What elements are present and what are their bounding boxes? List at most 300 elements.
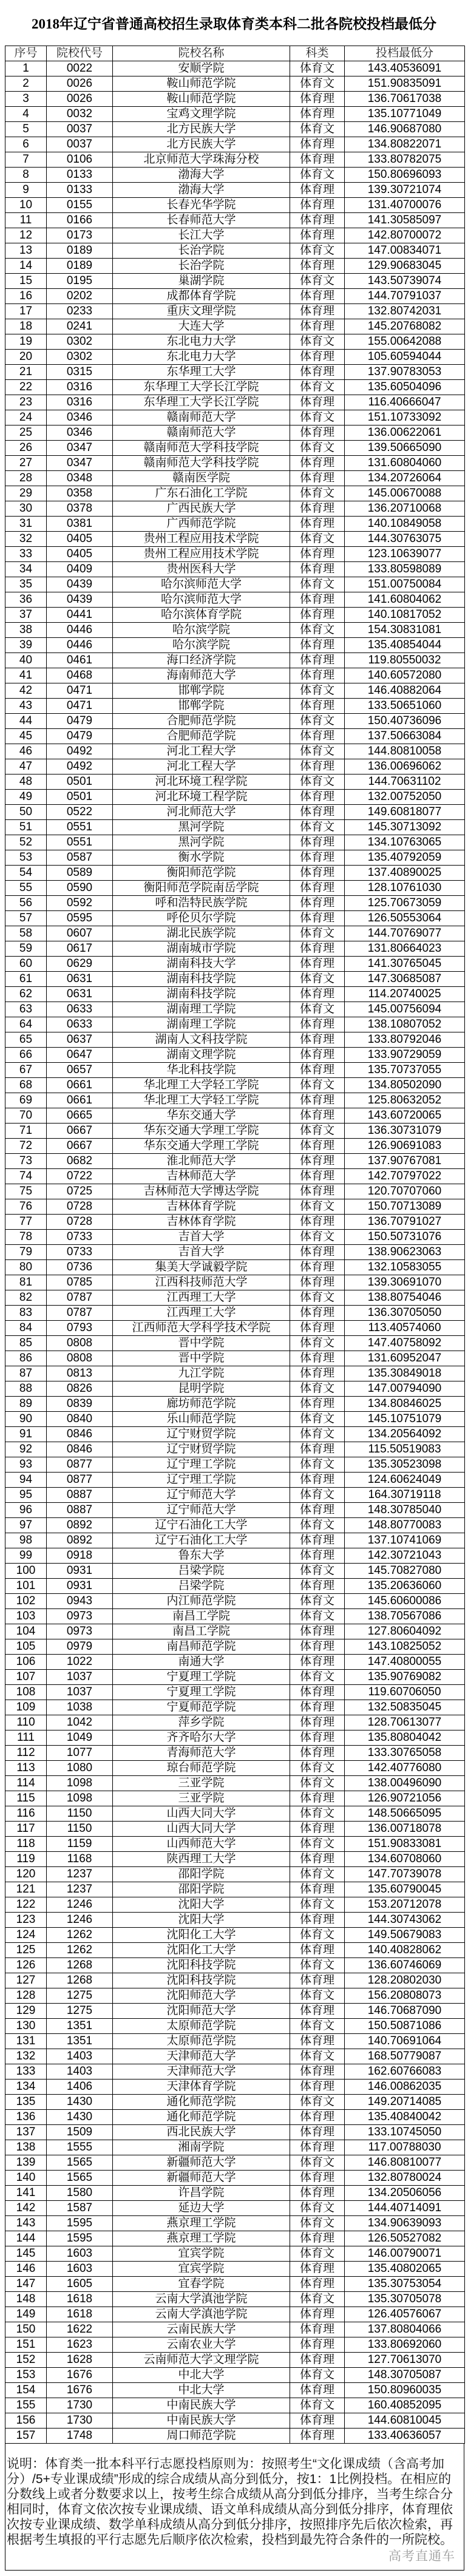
- cell-school-name: 天津师范大学: [113, 2064, 290, 2079]
- cell-code: 1603: [47, 2246, 113, 2262]
- cell-school-name: 海口经济学院: [113, 653, 290, 668]
- cell-category: 体育理: [290, 1700, 345, 1715]
- cell-seq: 25: [5, 425, 47, 441]
- cell-code: 0813: [47, 1366, 113, 1381]
- cell-min-score: 136.00718078: [345, 1822, 465, 1837]
- cell-seq: 6: [5, 137, 47, 152]
- cell-code: 0133: [47, 168, 113, 183]
- cell-school-name: 邵阳学院: [113, 1867, 290, 1882]
- cell-seq: 86: [5, 1351, 47, 1366]
- cell-min-score: 135.40802065: [345, 2262, 465, 2277]
- cell-seq: 34: [5, 562, 47, 577]
- cell-min-score: 150.50871086: [345, 2019, 465, 2034]
- table-row: [5, 911, 465, 926]
- cell-category: 体育文: [290, 76, 345, 92]
- cell-school-name: 东华理工大学长江学院: [113, 380, 290, 395]
- cell-seq: 148: [5, 2292, 47, 2307]
- cell-category: 体育理: [290, 1822, 345, 1837]
- cell-school-name: 华北理工大学轻工学院: [113, 1093, 290, 1108]
- cell-seq: 130: [5, 2019, 47, 2034]
- cell-seq: 72: [5, 1139, 47, 1154]
- cell-seq: 53: [5, 850, 47, 866]
- cell-seq: 98: [5, 1533, 47, 1548]
- table-row: [5, 441, 465, 456]
- cell-seq: 118: [5, 1837, 47, 1852]
- cell-code: 0316: [47, 380, 113, 395]
- cell-school-name: 广西师范学院: [113, 517, 290, 532]
- cell-category: 体育理: [290, 2307, 345, 2322]
- cell-school-name: 云南民族大学: [113, 2322, 290, 2337]
- cell-seq: 5: [5, 122, 47, 137]
- cell-school-name: 河北工程大学: [113, 759, 290, 774]
- cell-code: 1077: [47, 1746, 113, 1761]
- cell-category: 体育文: [290, 1412, 345, 1427]
- cell-min-score: 137.50663084: [345, 729, 465, 744]
- cell-seq: 132: [5, 2049, 47, 2064]
- cell-min-score: 147.00794090: [345, 1381, 465, 1397]
- cell-code: 0479: [47, 714, 113, 729]
- table-row: [5, 1306, 465, 1321]
- cell-school-name: 沈阳化工大学: [113, 1943, 290, 1958]
- cell-category: 体育文: [290, 441, 345, 456]
- cell-seq: 112: [5, 1746, 47, 1761]
- cell-school-name: 宜宾学院: [113, 2262, 290, 2277]
- cell-category: 体育理: [290, 137, 345, 152]
- cell-code: 0793: [47, 1321, 113, 1336]
- cell-code: 0522: [47, 805, 113, 820]
- cell-school-name: 宜宾学院: [113, 2246, 290, 2262]
- cell-min-score: 134.20564092: [345, 1427, 465, 1442]
- table-row: [5, 1351, 465, 1366]
- cell-school-name: 云南农业大学: [113, 2337, 290, 2353]
- table-row: [5, 1290, 465, 1306]
- cell-seq: 36: [5, 592, 47, 608]
- cell-code: 1623: [47, 2337, 113, 2353]
- table-row: [5, 2171, 465, 2186]
- cell-category: 体育理: [290, 2125, 345, 2140]
- cell-category: 体育文: [290, 334, 345, 350]
- cell-seq: 40: [5, 653, 47, 668]
- cell-school-name: 邯郸学院: [113, 699, 290, 714]
- cell-category: 体育理: [290, 668, 345, 683]
- cell-min-score: 116.40666047: [345, 395, 465, 410]
- table-row: [5, 517, 465, 532]
- cell-category: 体育理: [290, 1048, 345, 1063]
- note-box: [5, 2443, 464, 2571]
- cell-code: 0973: [47, 1624, 113, 1639]
- cell-min-score: 148.30785040: [345, 1503, 465, 1518]
- cell-school-name: 湘南学院: [113, 2140, 290, 2155]
- cell-seq: 41: [5, 668, 47, 683]
- cell-category: 体育文: [290, 577, 345, 592]
- cell-code: 0446: [47, 623, 113, 638]
- cell-category: 体育文: [290, 1518, 345, 1533]
- cell-category: 体育理: [290, 1154, 345, 1169]
- cell-min-score: 134.20506056: [345, 2186, 465, 2201]
- cell-min-score: 105.60594044: [345, 350, 465, 365]
- table-row: [5, 1685, 465, 1700]
- cell-seq: 66: [5, 1048, 47, 1063]
- cell-min-score: 138.80754046: [345, 1290, 465, 1306]
- table-row: [5, 350, 465, 365]
- cell-code: 1098: [47, 1776, 113, 1791]
- table-row: [5, 1867, 465, 1882]
- cell-min-score: 151.10733092: [345, 410, 465, 425]
- table-row: [5, 1093, 465, 1108]
- cell-category: 体育理: [290, 1306, 345, 1321]
- table-row: [5, 2095, 465, 2110]
- table-row: [5, 2292, 465, 2307]
- cell-seq: 30: [5, 501, 47, 517]
- cell-min-score: 150.80960035: [345, 2383, 465, 2398]
- cell-category: 体育理: [290, 259, 345, 274]
- cell-seq: 70: [5, 1108, 47, 1124]
- cell-code: 0133: [47, 183, 113, 198]
- cell-school-name: 沈阳师范大学: [113, 2004, 290, 2019]
- cell-seq: 56: [5, 896, 47, 911]
- cell-category: 体育文: [290, 122, 345, 137]
- cell-seq: 94: [5, 1473, 47, 1488]
- cell-seq: 74: [5, 1169, 47, 1184]
- cell-min-score: 142.70797022: [345, 1169, 465, 1184]
- cell-seq: 54: [5, 866, 47, 881]
- cell-category: 体育理: [290, 2110, 345, 2125]
- table-row: [5, 638, 465, 653]
- cell-code: 0633: [47, 1017, 113, 1032]
- cell-school-name: 南通大学: [113, 1655, 290, 1670]
- cell-min-score: 135.30849018: [345, 1366, 465, 1381]
- cell-min-score: 160.40852095: [345, 2398, 465, 2413]
- table-row: [5, 2155, 465, 2171]
- cell-school-name: 三亚学院: [113, 1791, 290, 1806]
- cell-school-name: 衡阳师范学院: [113, 866, 290, 881]
- cell-min-score: 134.80822071: [345, 137, 465, 152]
- cell-category: 体育理: [290, 1032, 345, 1048]
- cell-category: 体育理: [290, 1730, 345, 1746]
- cell-category: 体育理: [290, 881, 345, 896]
- table-row: [5, 319, 465, 334]
- cell-min-score: 137.40890025: [345, 866, 465, 881]
- cell-seq: 93: [5, 1457, 47, 1473]
- cell-seq: 121: [5, 1882, 47, 1897]
- cell-seq: 129: [5, 2004, 47, 2019]
- cell-code: 1168: [47, 1852, 113, 1867]
- cell-school-name: 贵州工程应用技术学院: [113, 547, 290, 562]
- cell-seq: 100: [5, 1564, 47, 1579]
- cell-school-name: 吉林体育学院: [113, 1215, 290, 1230]
- cell-min-score: 126.90721056: [345, 1791, 465, 1806]
- cell-code: 1587: [47, 2201, 113, 2216]
- cell-code: 1237: [47, 1867, 113, 1882]
- table-row: [5, 2004, 465, 2019]
- cell-seq: 127: [5, 1973, 47, 1988]
- table-row: [5, 1230, 465, 1245]
- table-row: [5, 1275, 465, 1290]
- table-row: [5, 759, 465, 774]
- cell-school-name: 北方民族大学: [113, 137, 290, 152]
- cell-school-name: 宝鸡文理学院: [113, 107, 290, 122]
- cell-min-score: 150.40736096: [345, 714, 465, 729]
- cell-seq: 153: [5, 2368, 47, 2383]
- cell-school-name: 南昌工学院: [113, 1624, 290, 1639]
- cell-seq: 97: [5, 1518, 47, 1533]
- cell-code: 0346: [47, 410, 113, 425]
- cell-school-name: 沈阳师范大学: [113, 1988, 290, 2004]
- cell-min-score: 119.80550032: [345, 653, 465, 668]
- cell-min-score: 150.80696093: [345, 168, 465, 183]
- cell-code: 1042: [47, 1715, 113, 1730]
- cell-code: 1080: [47, 1761, 113, 1776]
- cell-category: 体育理: [290, 517, 345, 532]
- cell-min-score: 142.80700072: [345, 228, 465, 243]
- cell-school-name: 琼台师范学院: [113, 1761, 290, 1776]
- cell-seq: 108: [5, 1685, 47, 1700]
- cell-min-score: 140.10849058: [345, 517, 465, 532]
- table-row: [5, 1032, 465, 1048]
- cell-min-score: 131.60952047: [345, 1351, 465, 1366]
- cell-code: 0233: [47, 304, 113, 319]
- cell-seq: 76: [5, 1199, 47, 1215]
- cell-code: 0808: [47, 1336, 113, 1351]
- cell-category: 体育文: [290, 274, 345, 289]
- table-row: [5, 2368, 465, 2383]
- cell-seq: 45: [5, 729, 47, 744]
- cell-seq: 116: [5, 1806, 47, 1822]
- table-row: [5, 2201, 465, 2216]
- cell-school-name: 太原师范学院: [113, 2019, 290, 2034]
- table-row: [5, 547, 465, 562]
- cell-category: 体育理: [290, 957, 345, 972]
- table-row: [5, 1078, 465, 1093]
- admission-score-table: [5, 46, 465, 2444]
- cell-school-name: 成都体育学院: [113, 289, 290, 304]
- table-row: [5, 2216, 465, 2231]
- cell-min-score: 147.00834071: [345, 243, 465, 259]
- cell-seq: 139: [5, 2155, 47, 2171]
- cell-school-name: 河北环境工程学院: [113, 774, 290, 790]
- cell-category: 体育文: [290, 1336, 345, 1351]
- cell-code: 0590: [47, 881, 113, 896]
- cell-code: 1403: [47, 2049, 113, 2064]
- cell-school-name: 哈尔滨体育学院: [113, 608, 290, 623]
- cell-min-score: 146.80810077: [345, 2155, 465, 2171]
- cell-min-score: 135.30523098: [345, 1457, 465, 1473]
- cell-min-score: 126.50553064: [345, 911, 465, 926]
- cell-school-name: 青海师范大学: [113, 1746, 290, 1761]
- cell-min-score: 146.00790071: [345, 2246, 465, 2262]
- cell-category: 体育理: [290, 1882, 345, 1897]
- cell-category: 体育理: [290, 471, 345, 486]
- table-row: [5, 683, 465, 699]
- table-row: [5, 1761, 465, 1776]
- cell-min-score: 143.10825052: [345, 1639, 465, 1655]
- cell-code: 0439: [47, 577, 113, 592]
- cell-seq: 113: [5, 1761, 47, 1776]
- table-row: [5, 1108, 465, 1124]
- cell-category: 体育文: [290, 1670, 345, 1685]
- cell-category: 体育理: [290, 1791, 345, 1806]
- cell-school-name: 衡阳师范学院南岳学院: [113, 881, 290, 896]
- cell-school-name: 辽宁师范大学: [113, 1503, 290, 1518]
- table-row: [5, 623, 465, 638]
- cell-code: 0589: [47, 866, 113, 881]
- cell-code: 0931: [47, 1579, 113, 1594]
- table-row: [5, 972, 465, 987]
- cell-school-name: 延边大学: [113, 2201, 290, 2216]
- cell-seq: 31: [5, 517, 47, 532]
- cell-category: 体育理: [290, 1442, 345, 1457]
- cell-seq: 23: [5, 395, 47, 410]
- cell-seq: 149: [5, 2307, 47, 2322]
- cell-school-name: 廊坊师范学院: [113, 1397, 290, 1412]
- cell-category: 体育理: [290, 1473, 345, 1488]
- cell-seq: 22: [5, 380, 47, 395]
- cell-seq: 84: [5, 1321, 47, 1336]
- cell-min-score: 162.60766083: [345, 2064, 465, 2079]
- cell-category: 体育理: [290, 638, 345, 653]
- cell-seq: 18: [5, 319, 47, 334]
- cell-seq: 12: [5, 228, 47, 243]
- table-row: [5, 1457, 465, 1473]
- cell-category: 体育文: [290, 820, 345, 835]
- cell-school-name: 中南民族大学: [113, 2398, 290, 2413]
- cell-code: 0887: [47, 1503, 113, 1518]
- cell-seq: 152: [5, 2353, 47, 2368]
- cell-code: 0439: [47, 592, 113, 608]
- cell-code: 0787: [47, 1290, 113, 1306]
- table-row: [5, 1124, 465, 1139]
- cell-school-name: 云南师范大学文理学院: [113, 2353, 290, 2368]
- cell-min-score: 129.90683045: [345, 259, 465, 274]
- cell-code: 0931: [47, 1564, 113, 1579]
- cell-category: 体育理: [290, 1063, 345, 1078]
- cell-category: 体育理: [290, 107, 345, 122]
- cell-school-name: 沈阳科技学院: [113, 1958, 290, 1973]
- cell-category: 体育理: [290, 1685, 345, 1700]
- cell-code: 1098: [47, 1791, 113, 1806]
- cell-min-score: 143.60720065: [345, 1108, 465, 1124]
- cell-code: 0037: [47, 122, 113, 137]
- cell-seq: 62: [5, 987, 47, 1002]
- cell-seq: 13: [5, 243, 47, 259]
- cell-category: 体育理: [290, 547, 345, 562]
- cell-school-name: 辽宁理工学院: [113, 1457, 290, 1473]
- cell-seq: 47: [5, 759, 47, 774]
- cell-code: 0682: [47, 1154, 113, 1169]
- cell-min-score: 151.90833081: [345, 1837, 465, 1852]
- cell-min-score: 164.30719118: [345, 1488, 465, 1503]
- cell-school-name: 沈阳大学: [113, 1913, 290, 1928]
- cell-category: 体育理: [290, 729, 345, 744]
- cell-school-name: 赣南师范大学科技学院: [113, 441, 290, 456]
- cell-category: 体育理: [290, 1533, 345, 1548]
- cell-min-score: 123.10639077: [345, 547, 465, 562]
- cell-min-score: 114.20740025: [345, 987, 465, 1002]
- cell-min-score: 142.40776080: [345, 1761, 465, 1776]
- cell-min-score: 142.30721043: [345, 1548, 465, 1564]
- cell-school-name: 巢湖学院: [113, 274, 290, 289]
- cell-school-name: 湖南理工学院: [113, 1017, 290, 1032]
- cell-school-name: 湖南理工学院: [113, 1002, 290, 1017]
- cell-category: 体育文: [290, 1230, 345, 1245]
- cell-code: 0347: [47, 456, 113, 471]
- cell-seq: 38: [5, 623, 47, 638]
- table-row: [5, 2398, 465, 2413]
- cell-seq: 68: [5, 1078, 47, 1093]
- cell-seq: 10: [5, 198, 47, 213]
- cell-min-score: 146.40882064: [345, 683, 465, 699]
- cell-school-name: 长江大学: [113, 228, 290, 243]
- cell-code: 1262: [47, 1928, 113, 1943]
- cell-min-score: 135.20636060: [345, 1579, 465, 1594]
- cell-seq: 75: [5, 1184, 47, 1199]
- table-row: [5, 1988, 465, 2004]
- table-row: [5, 1427, 465, 1442]
- cell-category: 体育理: [290, 425, 345, 441]
- table-row: [5, 1913, 465, 1928]
- table-row: [5, 1806, 465, 1822]
- cell-category: 体育理: [290, 1655, 345, 1670]
- cell-school-name: 晋中学院: [113, 1336, 290, 1351]
- cell-min-score: 144.30743062: [345, 1913, 465, 1928]
- table-row: [5, 486, 465, 501]
- cell-code: 0973: [47, 1609, 113, 1624]
- cell-category: 体育理: [290, 2277, 345, 2292]
- cell-code: 1605: [47, 2277, 113, 2292]
- cell-seq: 134: [5, 2079, 47, 2095]
- cell-seq: 136: [5, 2110, 47, 2125]
- cell-category: 体育理: [290, 1093, 345, 1108]
- table-row: [5, 1442, 465, 1457]
- cell-seq: 124: [5, 1928, 47, 1943]
- cell-category: 体育理: [290, 1139, 345, 1154]
- cell-min-score: 136.30705050: [345, 1306, 465, 1321]
- cell-category: 体育理: [290, 1397, 345, 1412]
- cell-min-score: 148.30705087: [345, 2368, 465, 2383]
- cell-min-score: 145.10751079: [345, 1412, 465, 1427]
- cell-code: 0587: [47, 850, 113, 866]
- cell-school-name: 云南大学滇池学院: [113, 2307, 290, 2322]
- cell-min-score: 153.20712078: [345, 1897, 465, 1913]
- cell-min-score: 149.50679083: [345, 1928, 465, 1943]
- cell-min-score: 145.00756094: [345, 1002, 465, 1017]
- table-row: [5, 168, 465, 183]
- cell-min-score: 132.10583055: [345, 1260, 465, 1275]
- table-row: [5, 957, 465, 972]
- cell-seq: 7: [5, 152, 47, 168]
- cell-code: 0471: [47, 683, 113, 699]
- cell-min-score: 154.30831081: [345, 623, 465, 638]
- cell-seq: 122: [5, 1897, 47, 1913]
- cell-min-score: 144.70791037: [345, 289, 465, 304]
- cell-code: 1268: [47, 1973, 113, 1988]
- cell-category: 体育理: [290, 805, 345, 820]
- table-row: [5, 1503, 465, 1518]
- table-row: [5, 1169, 465, 1184]
- table-row: [5, 2307, 465, 2322]
- watermark: 高考直通车: [388, 2549, 455, 2563]
- cell-seq: 123: [5, 1913, 47, 1928]
- cell-category: 体育理: [290, 319, 345, 334]
- cell-category: 体育文: [290, 2155, 345, 2171]
- cell-min-score: 132.80742031: [345, 304, 465, 319]
- cell-category: 体育理: [290, 501, 345, 517]
- table-row: [5, 395, 465, 410]
- cell-min-score: 135.40840042: [345, 2110, 465, 2125]
- cell-school-name: 华东交通大学: [113, 1108, 290, 1124]
- cell-category: 体育理: [290, 1624, 345, 1639]
- cell-category: 体育理: [290, 850, 345, 866]
